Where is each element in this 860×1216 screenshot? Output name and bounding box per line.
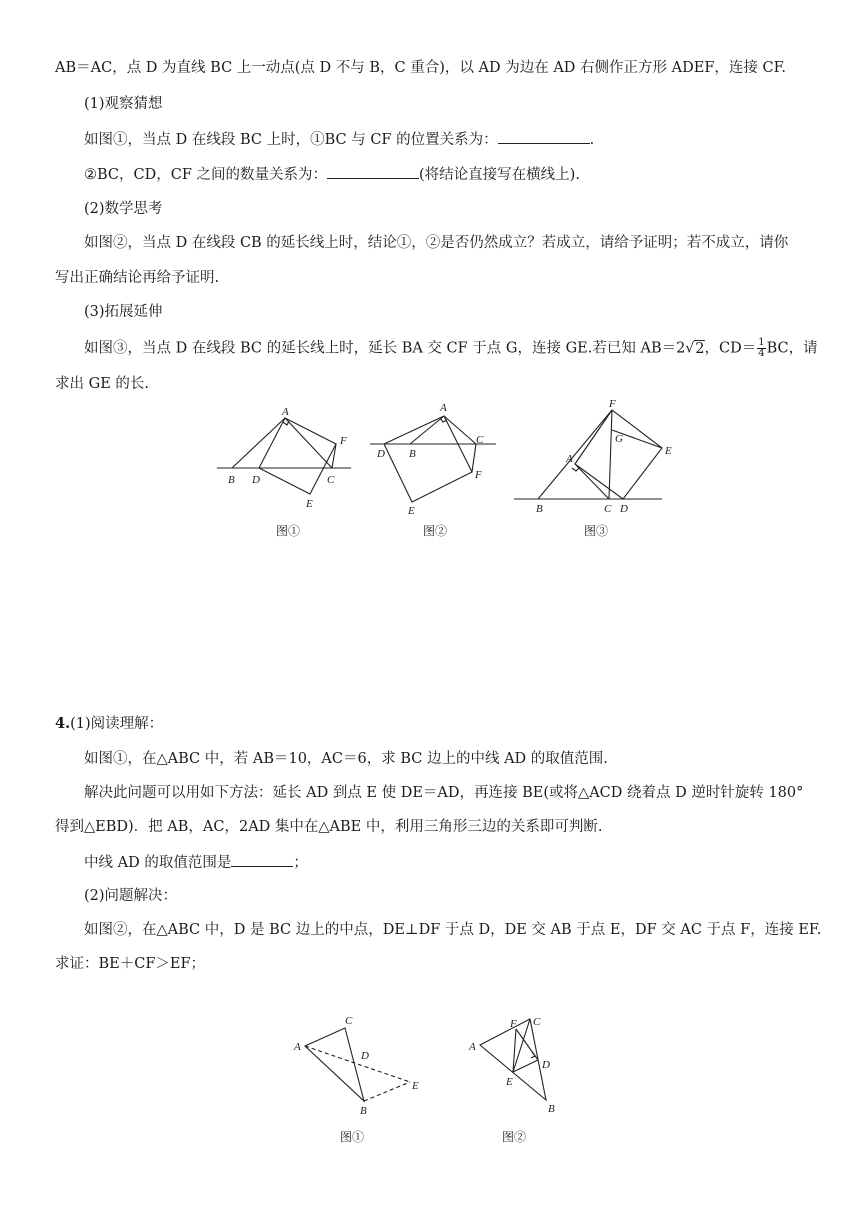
fraction-denominator: 4 bbox=[758, 348, 765, 359]
label-a: A bbox=[294, 1041, 301, 1053]
label-d: D bbox=[252, 474, 260, 486]
q4-heading-text: (1)阅读理解： bbox=[70, 716, 164, 732]
square-adef bbox=[384, 416, 472, 502]
label-d: D bbox=[377, 448, 385, 460]
q4-line4-end: ； bbox=[293, 855, 308, 871]
q3-part1-line1-end: . bbox=[589, 132, 595, 148]
q3-part3-text-b: ，CD＝ bbox=[704, 340, 757, 357]
label-d: D bbox=[542, 1059, 550, 1071]
sqrt-sign: √ bbox=[685, 340, 695, 357]
fraction bbox=[757, 338, 765, 359]
q3-figure-2-caption: 图② bbox=[423, 524, 448, 538]
segment-ge bbox=[612, 430, 662, 448]
label-c: C bbox=[327, 474, 335, 486]
right-angle-mark bbox=[531, 1052, 535, 1058]
label-e: E bbox=[408, 505, 415, 517]
segment-ef bbox=[513, 1029, 516, 1072]
q4-figure-2-caption: 图② bbox=[502, 1130, 527, 1144]
fraction-numerator: 1 bbox=[758, 337, 765, 348]
q3-part3-text-a: 如图③，当点 D 在线段 BC 的延长线上时，延长 BA 交 CF 于点 G，连接 GE.若已知 AB＝2 bbox=[84, 340, 686, 357]
q4-part2-line2: 求证：BE＋CF＞EF； bbox=[55, 956, 206, 972]
label-g: G bbox=[615, 433, 623, 445]
q4-figure-2 bbox=[468, 1016, 555, 1115]
label-d: D bbox=[620, 503, 628, 515]
q4-line1: 如图①，在△ABC 中，若 AB＝10，AC＝6，求 BC 边上的中线 AD 的取值范围. bbox=[84, 751, 608, 767]
label-a: A bbox=[282, 406, 289, 418]
label-c: C bbox=[533, 1016, 541, 1028]
answer-blank[interactable] bbox=[231, 852, 293, 867]
q3-part2-line2: 写出正确结论再给予证明. bbox=[55, 270, 220, 286]
segment-ac bbox=[444, 416, 476, 444]
q4-figure-1 bbox=[293, 1015, 419, 1117]
q3-part2-heading: (2)数学思考 bbox=[84, 201, 163, 217]
segment-ac bbox=[285, 418, 332, 468]
label-a: A bbox=[566, 453, 573, 465]
right-angle-mark bbox=[440, 418, 447, 422]
q4-line4-text: 中线 AD 的取值范围是 bbox=[84, 855, 232, 871]
q3-part1-line1 bbox=[84, 129, 594, 150]
q4-part2-heading: (2)问题解决： bbox=[84, 888, 178, 904]
label-f: F bbox=[609, 398, 616, 410]
q3-part1-line2-end: (将结论直接写在横线上). bbox=[419, 167, 580, 183]
triangle-abc bbox=[480, 1019, 546, 1100]
label-b: B bbox=[409, 448, 416, 460]
q3-part1-heading: (1)观察猜想 bbox=[84, 96, 163, 112]
q4-line3: 得到△EBD)．把 AB，AC，2AD 集中在△ABE 中，利用三角形三边的关系即可判断. bbox=[55, 819, 603, 835]
q3-figure-2 bbox=[370, 402, 496, 517]
q4-line4 bbox=[84, 852, 308, 873]
q3-figure-3 bbox=[514, 398, 672, 515]
label-f: F bbox=[475, 469, 482, 481]
label-e: E bbox=[412, 1080, 419, 1092]
square-adef bbox=[259, 418, 336, 494]
q3-part3-text-c: BC，请 bbox=[766, 340, 818, 357]
segment-ae-dashed bbox=[305, 1046, 410, 1082]
segment-cf bbox=[472, 444, 476, 472]
segment-cf bbox=[609, 410, 612, 499]
q3-part1-line2-text: ②BC，CD，CF 之间的数量关系为： bbox=[84, 167, 328, 183]
segment-ag bbox=[575, 410, 612, 464]
q3-part1-line2 bbox=[84, 164, 580, 185]
square-adef bbox=[575, 410, 662, 499]
segment-ac bbox=[575, 464, 609, 499]
q3-intro: AB＝AC，点 D 为直线 BC 上一动点(点 D 不与 B，C 重合)，以 AD 为边在 AD 右侧作正方形 ADEF，连接 CF. bbox=[55, 60, 786, 76]
segment-ab bbox=[410, 416, 444, 444]
label-f: F bbox=[340, 435, 347, 447]
q4-part2-line1: 如图②，在△ABC 中，D 是 BC 边上的中点，DE⊥DF 于点 D，DE 交 AB 于点 E，DF 交 AC 于点 F，连接 EF. bbox=[84, 922, 822, 938]
label-e: E bbox=[506, 1076, 513, 1088]
segment-ed bbox=[513, 1060, 538, 1072]
q3-part3-heading: (3)拓展延伸 bbox=[84, 304, 163, 320]
label-a: A bbox=[469, 1041, 476, 1053]
segment-bg bbox=[538, 410, 612, 499]
question-number: 4. bbox=[55, 715, 71, 732]
label-e: E bbox=[306, 498, 313, 510]
segment-fd bbox=[516, 1029, 538, 1060]
segment-ce bbox=[513, 1019, 530, 1072]
segment-cf bbox=[332, 444, 336, 468]
right-angle-mark bbox=[572, 467, 580, 471]
q3-part3-line2: 求出 GE 的长. bbox=[55, 376, 149, 392]
label-f: F bbox=[510, 1018, 517, 1030]
label-c: C bbox=[476, 434, 484, 446]
label-c: C bbox=[345, 1015, 353, 1027]
label-b: B bbox=[228, 474, 235, 486]
label-b: B bbox=[548, 1103, 555, 1115]
q3-part1-line1-text: 如图①，当点 D 在线段 BC 上时，①BC 与 CF 的位置关系为： bbox=[84, 132, 498, 148]
label-b: B bbox=[536, 503, 543, 515]
q3-figure-1-caption: 图① bbox=[276, 524, 301, 538]
label-e: E bbox=[665, 445, 672, 457]
right-angle-mark bbox=[283, 421, 289, 425]
segment-ab bbox=[232, 418, 285, 468]
triangle-abc bbox=[305, 1028, 364, 1101]
q3-part3-line1 bbox=[84, 338, 818, 359]
label-a: A bbox=[440, 402, 447, 414]
q3-figure-1 bbox=[217, 406, 351, 510]
label-d: D bbox=[361, 1050, 369, 1062]
segment-be-dashed bbox=[364, 1082, 410, 1101]
label-b: B bbox=[360, 1105, 367, 1117]
q4-part1-heading bbox=[55, 714, 163, 734]
label-c: C bbox=[604, 503, 612, 515]
q4-figure-1-caption: 图① bbox=[340, 1130, 365, 1144]
q3-part2-line1: 如图②，当点 D 在线段 CB 的延长线上时，结论①，②是否仍然成立？若成立，请给予证明；若不成立，请你 bbox=[84, 235, 789, 251]
answer-blank[interactable] bbox=[327, 164, 419, 179]
sqrt-radicand: 2 bbox=[695, 340, 705, 357]
q3-figure-3-caption: 图③ bbox=[584, 524, 609, 538]
q4-line2: 解决此问题可以用如下方法：延长 AD 到点 E 使 DE＝AD，再连接 BE(或将△ACD 绕着点 D 逆时针旋转 180° bbox=[84, 785, 804, 801]
answer-blank[interactable] bbox=[498, 129, 590, 144]
